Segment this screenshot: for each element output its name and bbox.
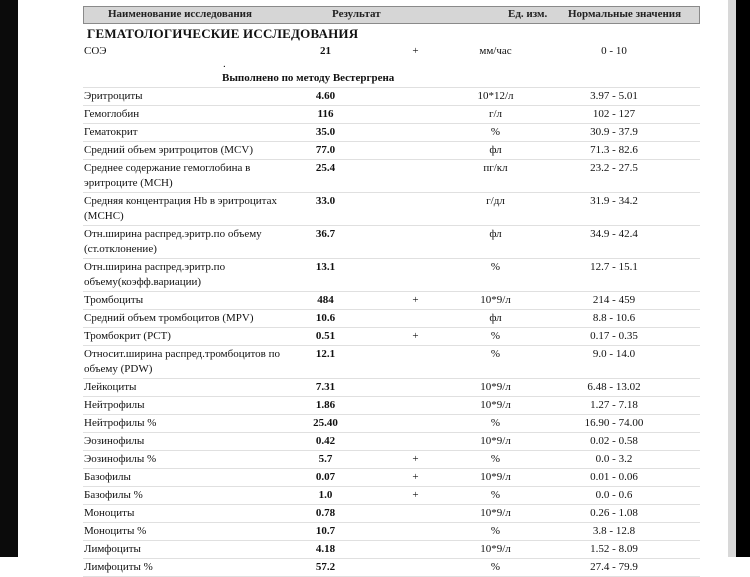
abnormal-flag	[368, 160, 463, 192]
table-row	[83, 310, 700, 328]
left-dark-border	[0, 0, 18, 557]
table-row	[83, 505, 700, 523]
header-unit: Ед. изм.	[508, 8, 548, 20]
abnormal-flag	[368, 193, 463, 225]
table-row	[83, 292, 700, 310]
abnormal-flag	[368, 106, 463, 123]
reference-range: 1.52 - 8.09	[590, 543, 638, 555]
test-name: Среднее содержание гемоглобина в эритроците (MCH)	[84, 162, 251, 189]
abnormal-flag	[368, 523, 463, 540]
reference-range: 27.4 - 79.9	[590, 561, 638, 573]
reference-range: 16.90 - 74.00	[584, 417, 644, 429]
test-result: 0.42	[315, 435, 336, 447]
test-unit: 10*9/л	[480, 381, 511, 393]
test-unit: фл	[489, 144, 502, 156]
test-unit: %	[490, 453, 501, 465]
abnormal-flag: +	[412, 453, 419, 465]
test-name: Относит.ширина распред.тромбоцитов по объему (PDW)	[84, 348, 280, 375]
table-row	[83, 259, 700, 292]
table-row	[83, 379, 700, 397]
test-unit: %	[490, 525, 501, 537]
test-result: 25.4	[315, 162, 336, 174]
table-row	[83, 487, 700, 505]
test-name: Средний объем эритроцитов (MCV)	[84, 144, 254, 156]
reference-range: 102 - 127	[592, 108, 636, 120]
test-result: 1.86	[315, 399, 336, 411]
abnormal-flag	[368, 310, 463, 327]
reference-range: 0.0 - 3.2	[595, 453, 633, 465]
test-name: Средний объем тромбоцитов (MPV)	[84, 312, 254, 324]
right-page-edge	[728, 0, 736, 557]
test-name: Нейтрофилы	[84, 399, 145, 411]
test-name: Эозинофилы %	[84, 453, 157, 465]
table-row	[83, 106, 700, 124]
test-unit: 10*9/л	[480, 543, 511, 555]
test-result: 35.0	[315, 126, 336, 138]
reference-range: 3.97 - 5.01	[590, 90, 638, 102]
reference-range: 12.7 - 15.1	[590, 261, 638, 273]
test-result: 5.7	[318, 453, 333, 465]
abnormal-flag	[368, 379, 463, 396]
test-name: Лейкоциты	[84, 381, 137, 393]
test-name: Средняя концентрация Hb в эритроцитах (MCHC)	[84, 195, 277, 222]
abnormal-flag	[368, 142, 463, 159]
header-result: Результат	[332, 8, 381, 20]
test-unit: %	[490, 417, 501, 429]
test-result: 13.1	[315, 261, 336, 273]
table-row	[83, 451, 700, 469]
dot-mark: .	[223, 58, 226, 70]
reference-range: 1.27 - 7.18	[590, 399, 638, 411]
test-unit: пг/кл	[483, 162, 508, 174]
abnormal-flag	[368, 88, 463, 105]
abnormal-flag: +	[412, 489, 419, 501]
table-row	[83, 523, 700, 541]
reference-range: 9.0 - 14.0	[592, 348, 636, 360]
test-name: Базофилы	[84, 471, 131, 483]
test-name: Эозинофилы	[84, 435, 145, 447]
test-result: 10.7	[315, 525, 336, 537]
test-result: 12.1	[315, 348, 336, 360]
results-table-body	[83, 88, 700, 577]
test-result: 116	[317, 108, 334, 120]
reference-range: 0.0 - 0.6	[595, 489, 633, 501]
table-row	[83, 559, 700, 577]
reference-range: 0.17 - 0.35	[590, 330, 638, 342]
test-result: 1.0	[318, 489, 333, 501]
table-row	[83, 541, 700, 559]
table-row	[83, 328, 700, 346]
test-unit: 10*9/л	[480, 471, 511, 483]
lab-results-document	[83, 6, 700, 577]
test-name: Гематокрит	[84, 126, 138, 138]
test-unit: %	[490, 348, 501, 360]
abnormal-flag	[368, 415, 463, 432]
abnormal-flag: +	[412, 294, 419, 306]
reference-range: 0.02 - 0.58	[590, 435, 638, 447]
test-unit: %	[490, 126, 501, 138]
test-unit: г/л	[488, 108, 503, 120]
test-name: Лимфоциты	[84, 543, 141, 555]
abnormal-flag	[368, 505, 463, 522]
test-unit: г/дл	[486, 195, 505, 207]
test-name: Тромбокрит (PCT)	[84, 330, 171, 342]
reference-range: 3.8 - 12.8	[592, 525, 636, 537]
table-row	[83, 433, 700, 451]
test-name: Отн.ширина распред.эритр.по объему(коэфф.вариации)	[84, 261, 226, 288]
test-unit: 10*9/л	[480, 294, 511, 306]
reference-range: 214 - 459	[592, 294, 636, 306]
test-result: 57.2	[315, 561, 336, 573]
table-row	[83, 193, 700, 226]
test-name: Тромбоциты	[84, 294, 144, 306]
test-name: Лимфоциты %	[84, 561, 153, 573]
test-result: 4.60	[315, 90, 336, 102]
test-result: 10.6	[315, 312, 336, 324]
test-name: Отн.ширина распред.эритр.по объему (ст.отклонение)	[84, 228, 262, 255]
test-result: 484	[317, 294, 334, 306]
test-unit: %	[490, 330, 501, 342]
test-result: 0.07	[315, 471, 336, 483]
test-result: 25.40	[313, 417, 338, 429]
table-row	[83, 88, 700, 106]
abnormal-flag	[368, 433, 463, 450]
test-unit: %	[490, 561, 501, 573]
test-result: 36.7	[315, 228, 336, 240]
reference-range: 0.01 - 0.06	[590, 471, 638, 483]
table-row	[83, 142, 700, 160]
test-unit: фл	[489, 228, 502, 240]
table-row	[83, 415, 700, 433]
test-unit: %	[490, 489, 501, 501]
section-title: ГЕМАТОЛОГИЧЕСКИЕ ИССЛЕДОВАНИЯ	[87, 26, 359, 41]
reference-range: 31.9 - 34.2	[590, 195, 638, 207]
abnormal-flag	[368, 259, 463, 291]
abnormal-flag	[368, 346, 463, 378]
reference-range: 6.48 - 13.02	[587, 381, 641, 393]
abnormal-flag	[368, 397, 463, 414]
test-unit: мм/час	[479, 45, 512, 57]
table-row	[83, 469, 700, 487]
test-result: 7.31	[315, 381, 336, 393]
abnormal-flag: +	[412, 330, 419, 342]
abnormal-flag	[368, 226, 463, 258]
test-unit: 10*9/л	[480, 399, 511, 411]
reference-range: 0.26 - 1.08	[590, 507, 638, 519]
reference-range: 34.9 - 42.4	[590, 228, 638, 240]
abnormal-flag	[368, 559, 463, 576]
abnormal-flag	[368, 541, 463, 558]
abnormal-flag	[368, 124, 463, 141]
table-row	[83, 226, 700, 259]
reference-range: 30.9 - 37.9	[590, 126, 638, 138]
reference-range: 23.2 - 27.5	[590, 162, 638, 174]
test-result: 0.78	[315, 507, 336, 519]
test-unit: %	[490, 261, 501, 273]
test-name: Эритроциты	[84, 90, 143, 102]
table-row	[83, 346, 700, 379]
test-unit: фл	[489, 312, 502, 324]
test-name: Гемоглобин	[84, 108, 140, 120]
test-name: Базофилы %	[84, 489, 143, 501]
method-note: Выполнено по методу Вестергрена	[83, 70, 700, 88]
table-row-soe	[83, 43, 700, 60]
table-row	[83, 124, 700, 142]
test-name: Моноциты	[84, 507, 135, 519]
right-dark-border	[736, 0, 750, 557]
table-row	[83, 397, 700, 415]
test-result: 77.0	[315, 144, 336, 156]
test-result: 33.0	[315, 195, 336, 207]
table-header	[83, 6, 700, 24]
test-result: 0.51	[315, 330, 336, 342]
test-result: 4.18	[315, 543, 336, 555]
abnormal-flag: +	[412, 45, 419, 57]
test-unit: 10*9/л	[480, 435, 511, 447]
test-result: 21	[320, 45, 331, 57]
abnormal-flag: +	[412, 471, 419, 483]
test-unit: 10*12/л	[477, 90, 514, 102]
reference-range: 0 - 10	[601, 45, 627, 57]
reference-range: 8.8 - 10.6	[592, 312, 636, 324]
reference-range: 71.3 - 82.6	[590, 144, 638, 156]
header-norm: Нормальные значения	[568, 8, 682, 20]
test-name: СОЭ	[84, 45, 107, 57]
header-name: Наименование исследования	[108, 8, 252, 20]
table-row	[83, 160, 700, 193]
test-name: Моноциты %	[84, 525, 147, 537]
test-unit: 10*9/л	[480, 507, 511, 519]
test-name: Нейтрофилы %	[84, 417, 157, 429]
